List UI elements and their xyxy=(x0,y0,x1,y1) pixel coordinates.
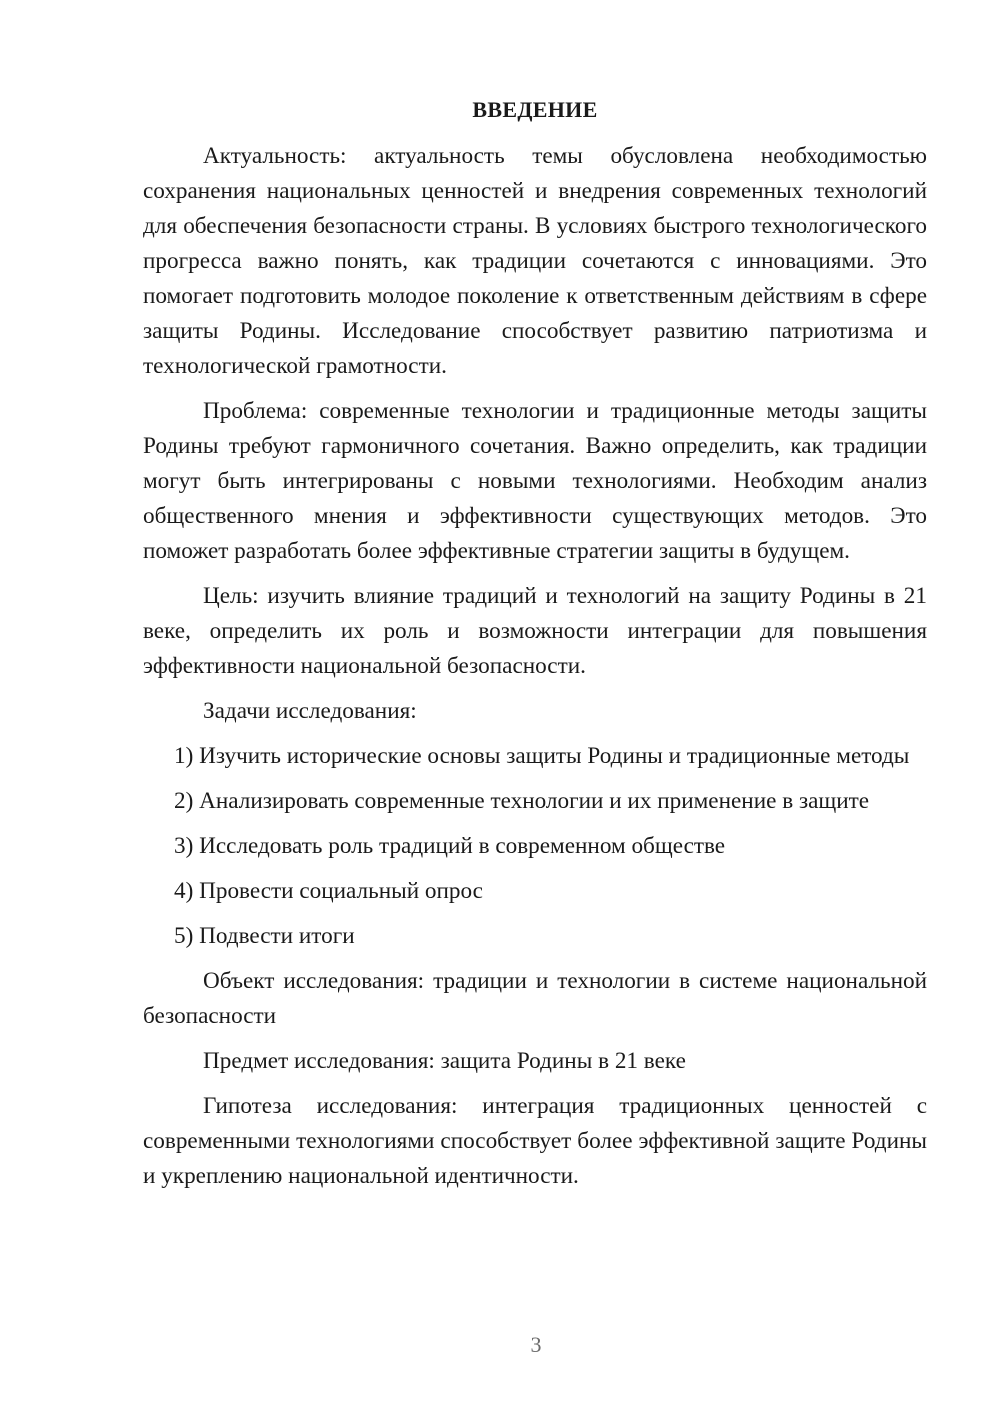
object-paragraph: Объект исследования: традиции и технологии в системе национальной безопасности xyxy=(143,968,927,1029)
page-number: 3 xyxy=(530,1332,542,1357)
task-item: 2) Анализировать современные технологии и их применение в защите xyxy=(174,788,870,814)
tasks-list xyxy=(143,739,927,954)
hypothesis-paragraph: Гипотеза исследования: интеграция традиционных ценностей с современными технологиями способствует более эффективной защите Родины и укреплению национальной идентичности. xyxy=(143,1093,927,1189)
task-item: 3) Исследовать роль традиций в современном обществе xyxy=(174,833,726,859)
goal-paragraph: Цель: изучить влияние традиций и технологий на защиту Родины в 21 веке, определить их роль и возможности интеграции для повышения эффективности национальной безопасности. xyxy=(143,583,927,679)
task-item: 4) Провести социальный опрос xyxy=(174,878,483,904)
subject-paragraph: Предмет исследования: защита Родины в 21 веке xyxy=(203,1048,686,1074)
section-heading: ВВЕДЕНИЕ xyxy=(472,97,598,122)
document-page xyxy=(143,92,927,1204)
relevance-paragraph: Актуальность: актуальность темы обусловлена необходимостью сохранения национальных ценностей и внедрения современных технологий для обеспечения безопасности страны. В условиях быстрого технологического прогресса важно понять, как традиции сочетаются с инновациями. Это помогает подготовить молодое поколение к ответственным действиям в сфере защиты Родины. Исследование способствует развитию патриотизма и технологической грамотности. xyxy=(143,143,927,379)
problem-paragraph: Проблема: современные технологии и традиционные методы защиты Родины требуют гармоничного сочетания. Важно определить, как традиции могут быть интегрированы с новыми технологиями. Необходим анализ общественного мнения и эффективности существующих методов. Это поможет разработать более эффективные стратегии защиты в будущем. xyxy=(143,398,927,564)
task-item: 1) Изучить исторические основы защиты Родины и традиционные методы xyxy=(174,743,910,769)
tasks-heading: Задачи исследования: xyxy=(203,698,417,724)
task-item: 5) Подвести итоги xyxy=(174,923,355,949)
